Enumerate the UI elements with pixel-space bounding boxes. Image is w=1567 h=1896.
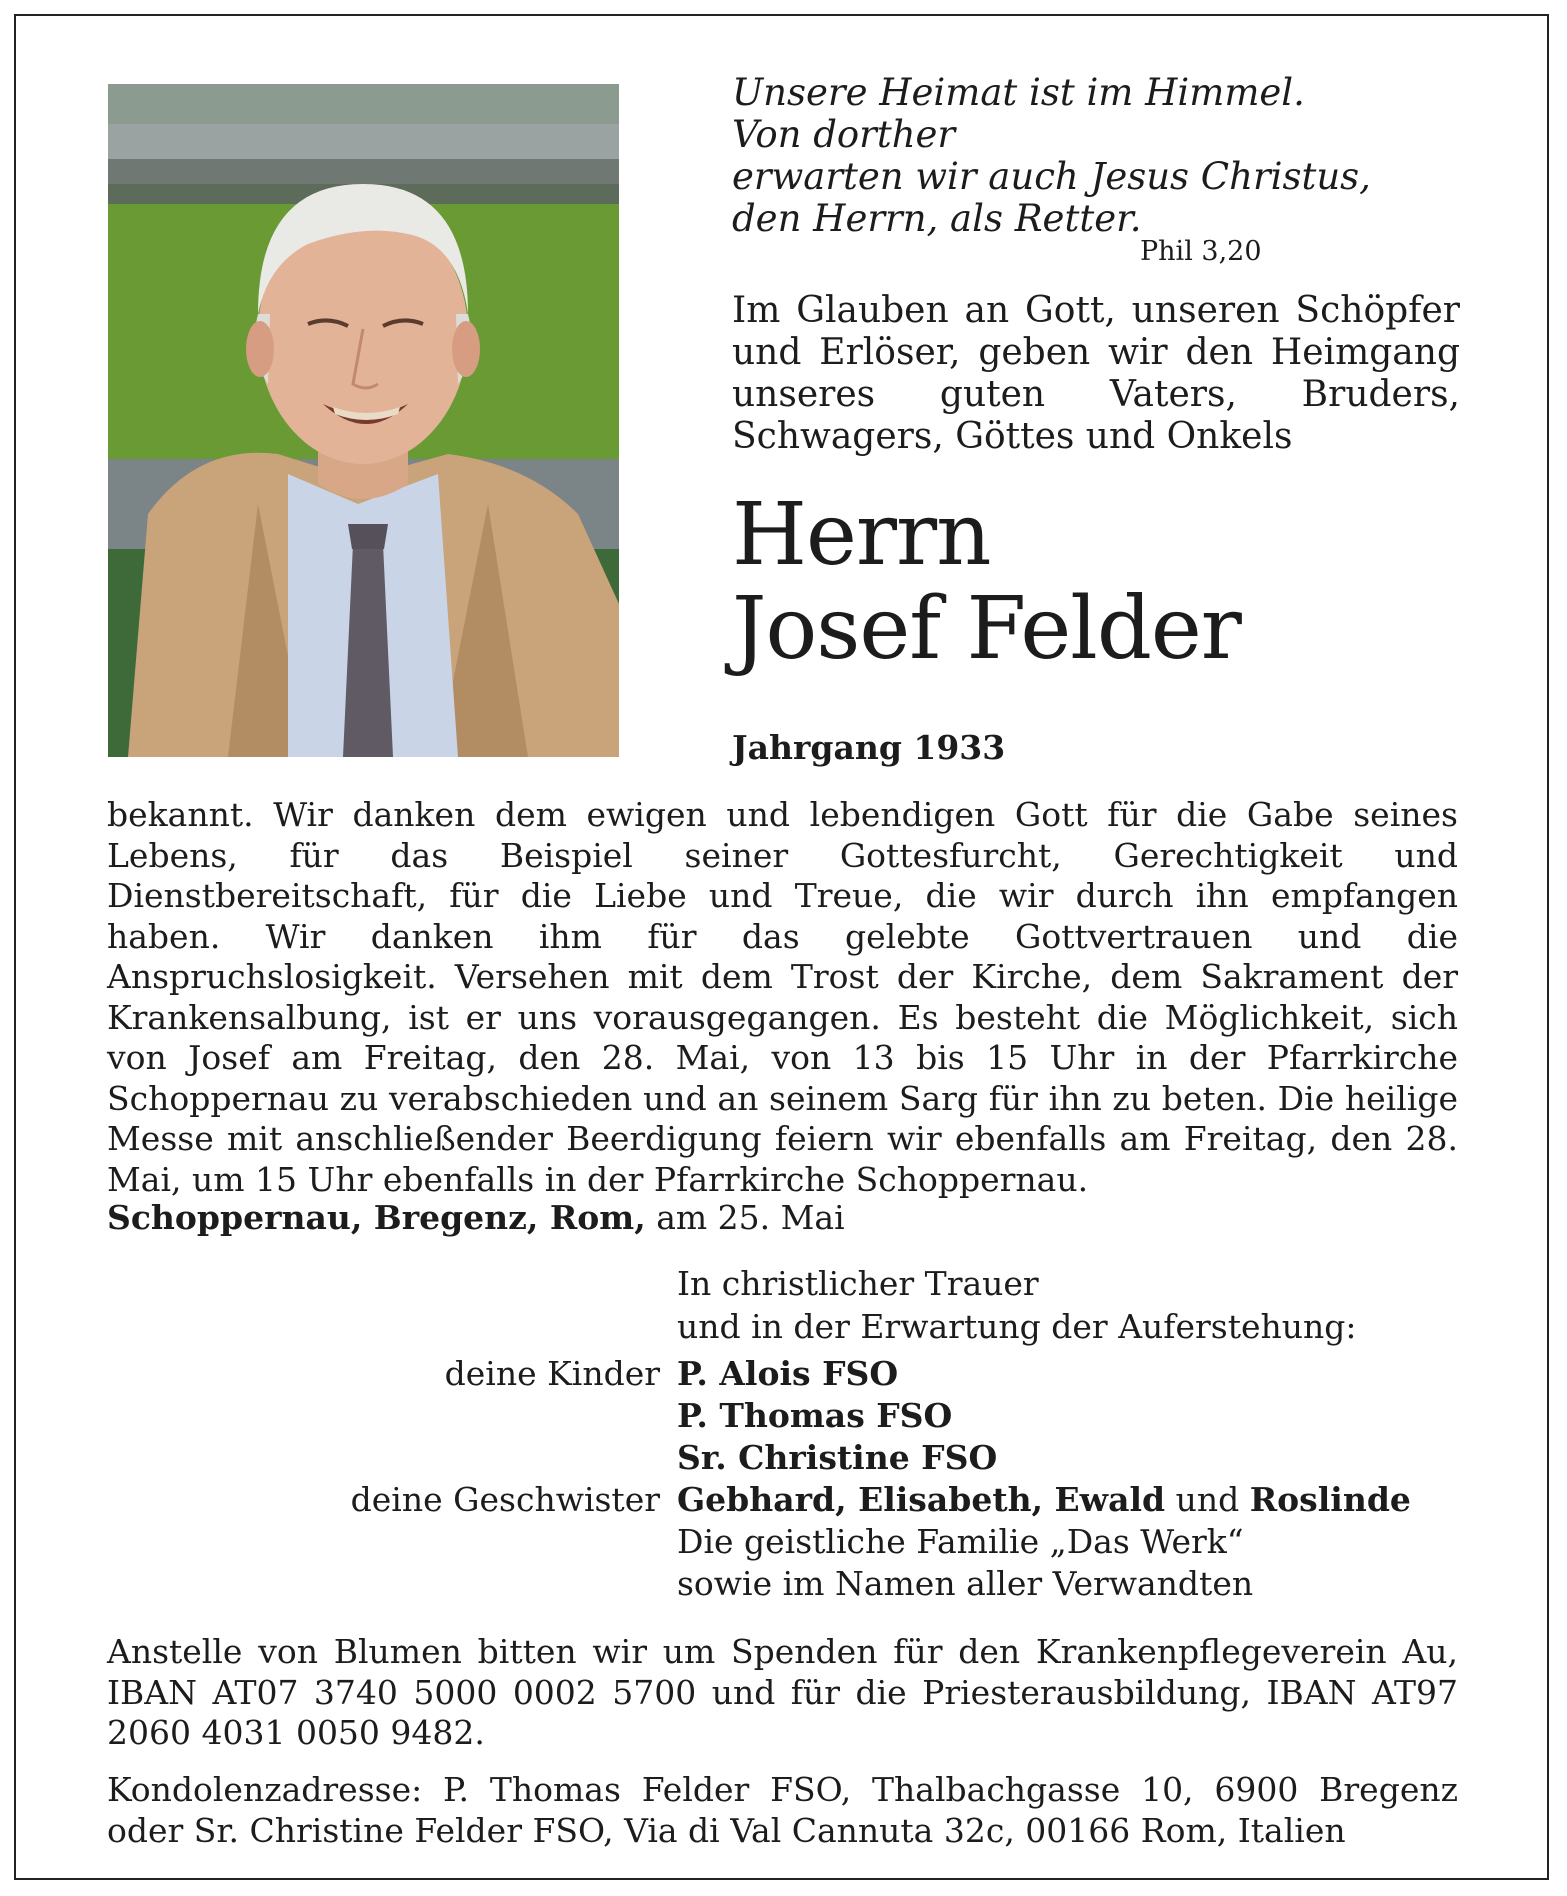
place-date xyxy=(107,1198,845,1237)
intro-text: Im Glauben an Gott, unseren Schöpfer und Erlöser, geben wir den Heimgang unseres guten Vaters, Bruders, Schwagers, Göttes und Onkels xyxy=(732,290,1460,457)
verse-line: erwarten wir auch Jesus Christus, xyxy=(732,155,1371,198)
place-locations: Schoppernau, Bregenz, Rom, xyxy=(107,1198,646,1237)
child-name: P. Thomas FSO xyxy=(677,1396,953,1435)
verse-line: Unsere Heimat ist im Himmel. xyxy=(732,71,1305,114)
relatives-line: sowie im Namen aller Verwandten xyxy=(677,1564,1254,1603)
child-name: Sr. Christine FSO xyxy=(677,1438,998,1477)
child-name: P. Alois FSO xyxy=(677,1354,899,1393)
main-text: bekannt. Wir danken dem ewigen und lebendigen Gott für die Gabe seines Lebens, für das Beispiel seiner Gottesfurcht, Gerechtigkeit und Dienstbereitschaft, für die Liebe und Treue, die wir durch ihn empfangen haben. Wir danken ihm für das gelebte Gottvertrauen und die Anspruchslosigkeit. Versehen mit dem Trost der Kirche, dem Sakrament der Krankensalbung, ist er uns vorausgegangen. Es besteht die Möglichkeit, sich von Josef am Freitag, den 28. Mai, von 13 bis 15 Uhr in der Pfarrkirche Schoppernau zu verabschieden und an seinem Sarg für ihn zu beten. Die heilige Messe mit anschließender Beerdigung feiern wir ebenfalls am Freitag, den 28. Mai, um 15 Uhr ebenfalls in der Pfarrkirche Schoppernau. xyxy=(107,795,1458,1199)
bible-verse xyxy=(732,71,1371,240)
siblings-label: deine Geschwister xyxy=(350,1480,660,1519)
mourners-intro xyxy=(677,1262,1357,1348)
deceased-name xyxy=(732,485,1241,679)
children-label: deine Kinder xyxy=(444,1354,660,1393)
name-title: Herrn xyxy=(732,485,991,585)
siblings-last: Roslinde xyxy=(1249,1480,1411,1519)
verse-line: Von dorther xyxy=(732,113,956,156)
siblings-conjunction: und xyxy=(1175,1480,1240,1519)
verse-reference: Phil 3,20 xyxy=(1140,236,1262,267)
mourners-intro-line: In christlicher Trauer xyxy=(677,1264,1039,1303)
donation-text: Anstelle von Blumen bitten wir um Spenden für den Krankenpflegeverein Au, IBAN AT07 3740 5000 0002 5700 und für die Priesterausbildung, IBAN AT97 2060 4031 0050 9482. xyxy=(107,1632,1458,1752)
birth-year: Jahrgang 1933 xyxy=(732,728,1006,767)
name-full: Josef Felder xyxy=(732,579,1241,679)
mourners-intro-line: und in der Erwartung der Auferstehung: xyxy=(677,1307,1357,1346)
siblings-list: Gebhard, Elisabeth, Ewald xyxy=(677,1480,1166,1519)
place-date-text: am 25. Mai xyxy=(656,1198,845,1237)
condolence-address: Kondolenzadresse: P. Thomas Felder FSO, Thalbachgasse 10, 6900 Bregenz oder Sr. Christine Felder FSO, Via di Val Cannuta 32c, 00166 Rom, Italien xyxy=(107,1770,1458,1850)
verse-line: den Herrn, als Retter. xyxy=(732,197,1142,240)
portrait-photo xyxy=(108,84,619,757)
siblings-names xyxy=(677,1480,1411,1519)
spiritual-family: Die geistliche Familie „Das Werk“ xyxy=(677,1522,1244,1561)
